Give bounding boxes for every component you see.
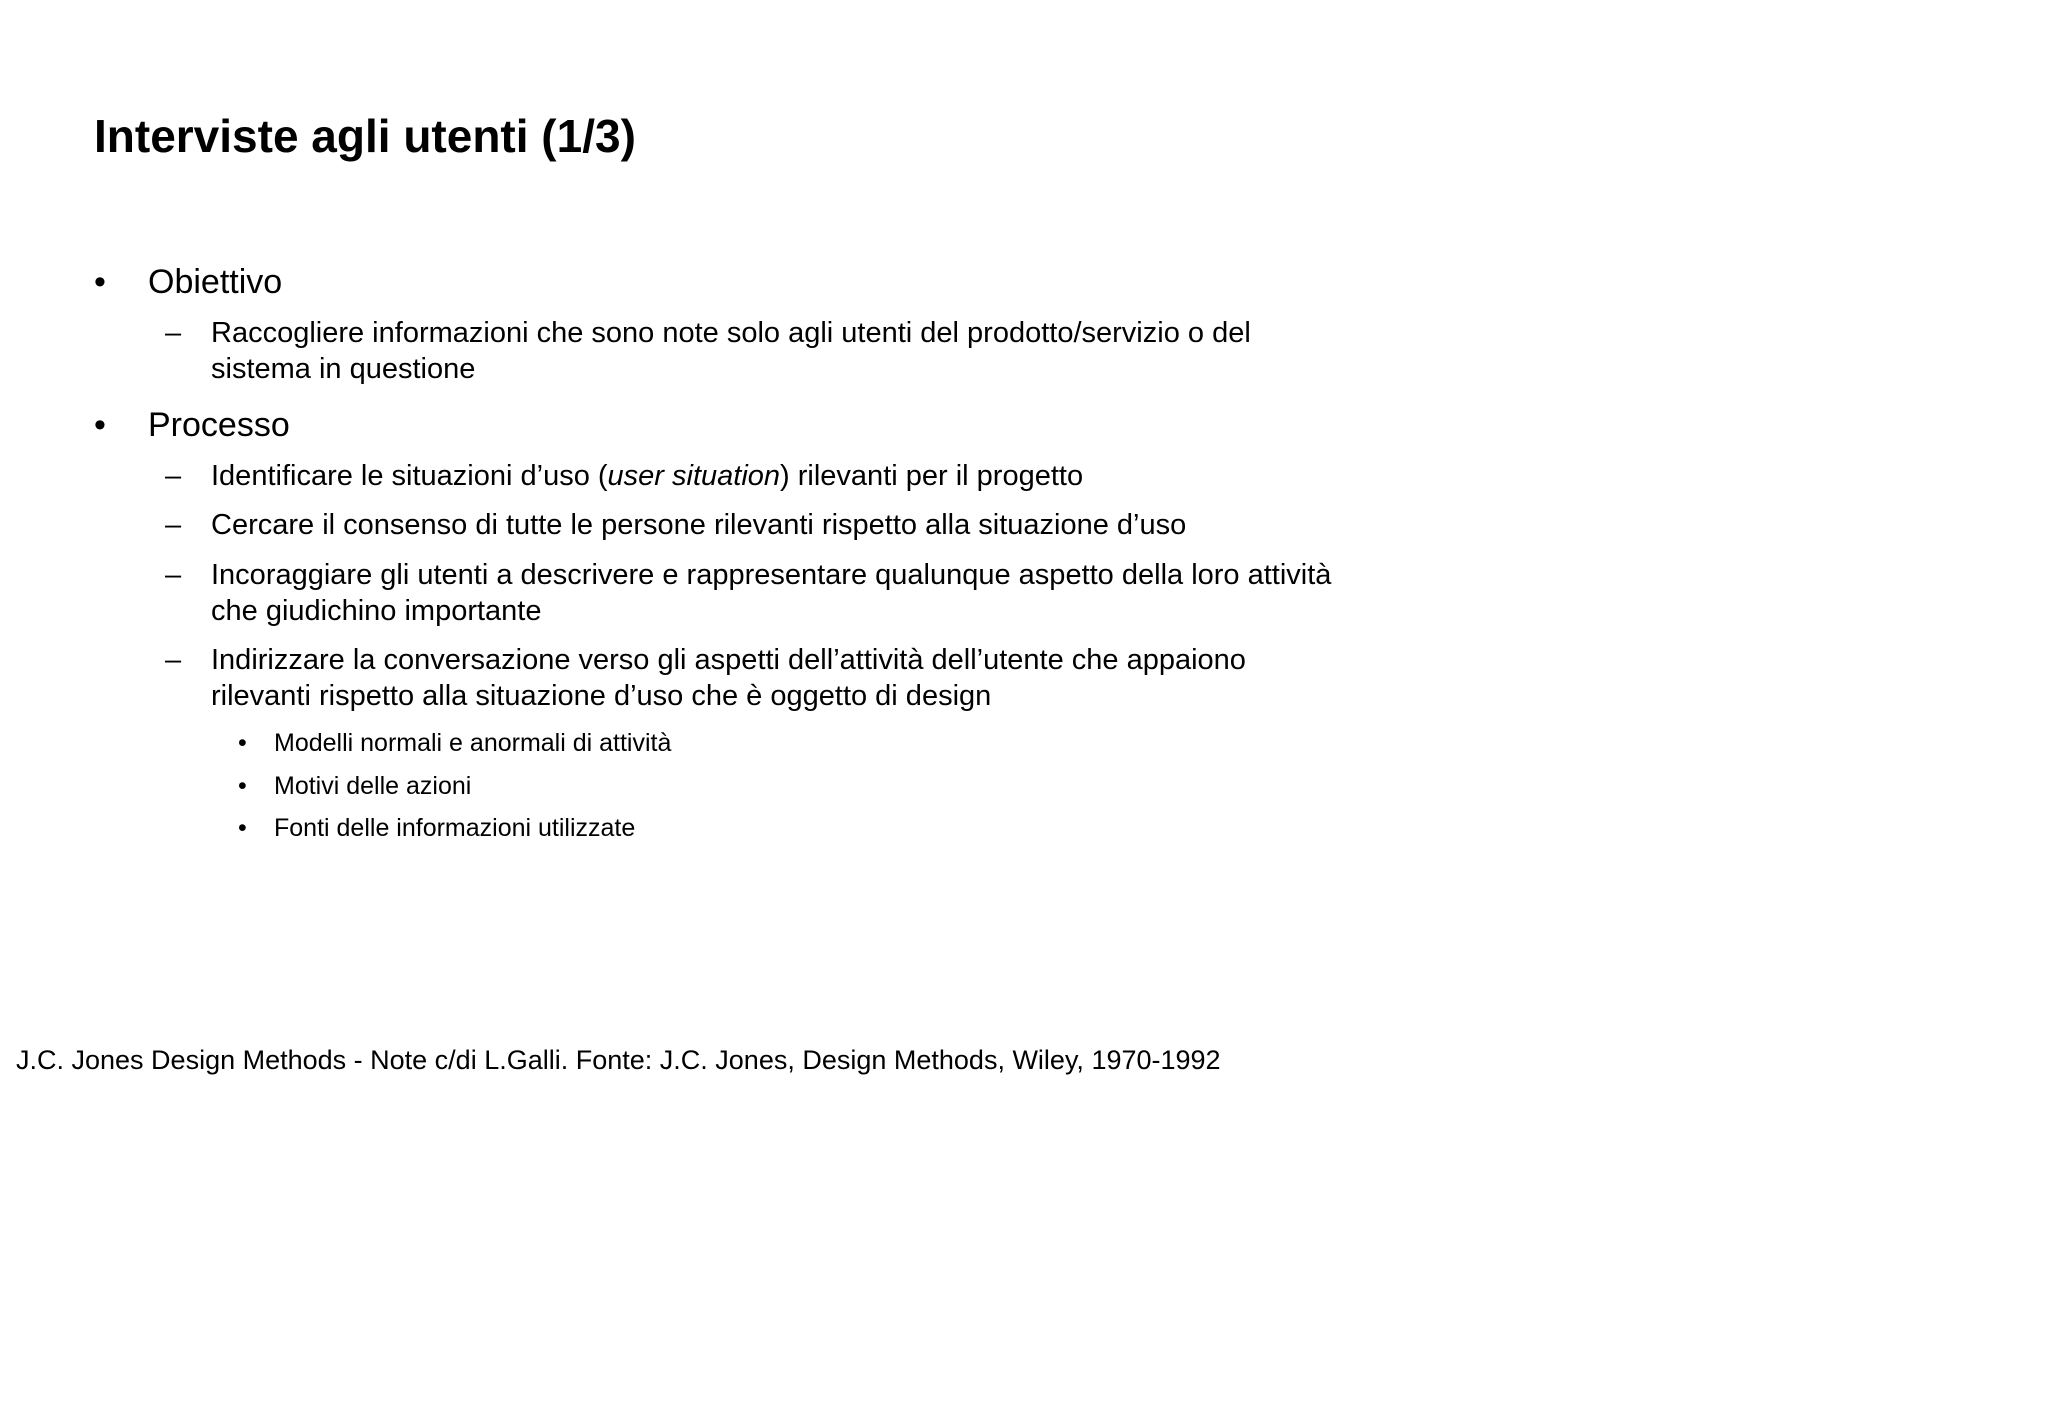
emphasis-text: user situation bbox=[607, 460, 781, 492]
sub-list-item-text: Modelli normali e anormali di attività bbox=[274, 729, 672, 757]
text-line: Cercare il consenso di tutte le persone rilevanti rispetto alla situazione d’uso bbox=[211, 509, 1187, 541]
dash-marker: – bbox=[165, 317, 182, 349]
section-label: Processo bbox=[148, 406, 290, 444]
sub-list-item-text: Motivi delle azioni bbox=[274, 772, 472, 800]
text-line: Raccogliere informazioni che sono note solo agli utenti del prodotto/servizio o del bbox=[211, 317, 1251, 349]
dash-marker: – bbox=[165, 509, 182, 541]
bullet-point: • bbox=[238, 729, 247, 757]
list-item-text bbox=[211, 315, 1481, 387]
text-line: che giudichino importante bbox=[211, 595, 542, 627]
sub-list-item-text: Fonti delle informazioni utilizzate bbox=[274, 814, 636, 842]
dash-marker: – bbox=[165, 559, 182, 591]
list-item-text bbox=[211, 458, 1481, 494]
bullet-point: • bbox=[238, 772, 247, 800]
list-item-text bbox=[211, 557, 1481, 629]
slide-footer: J.C. Jones Design Methods - Note c/di L.Galli. Fonte: J.C. Jones, Design Methods, Wiley, 1970-1992 bbox=[16, 1045, 1221, 1075]
list-item-text bbox=[211, 642, 1481, 714]
dash-marker: – bbox=[165, 644, 182, 676]
section-label: Obiettivo bbox=[148, 263, 283, 301]
dash-marker: – bbox=[165, 460, 182, 492]
slide-title: Interviste agli utenti (1/3) bbox=[94, 110, 636, 162]
text-line: sistema in questione bbox=[211, 353, 476, 385]
list-item-text bbox=[211, 507, 1481, 543]
text-run: Identificare le situazioni d’uso ( bbox=[211, 460, 608, 492]
bullet-point: • bbox=[94, 263, 106, 301]
text-line: rilevanti rispetto alla situazione d’uso che è oggetto di design bbox=[211, 680, 992, 712]
text-run: ) rilevanti per il progetto bbox=[780, 460, 1084, 492]
bullet-point: • bbox=[238, 814, 247, 842]
text-line: Incoraggiare gli utenti a descrivere e rappresentare qualunque aspetto della loro attività bbox=[211, 559, 1332, 591]
text-line: Indirizzare la conversazione verso gli aspetti dell’attività dell’utente che appaiono bbox=[211, 644, 1246, 676]
bullet-point: • bbox=[94, 406, 106, 444]
